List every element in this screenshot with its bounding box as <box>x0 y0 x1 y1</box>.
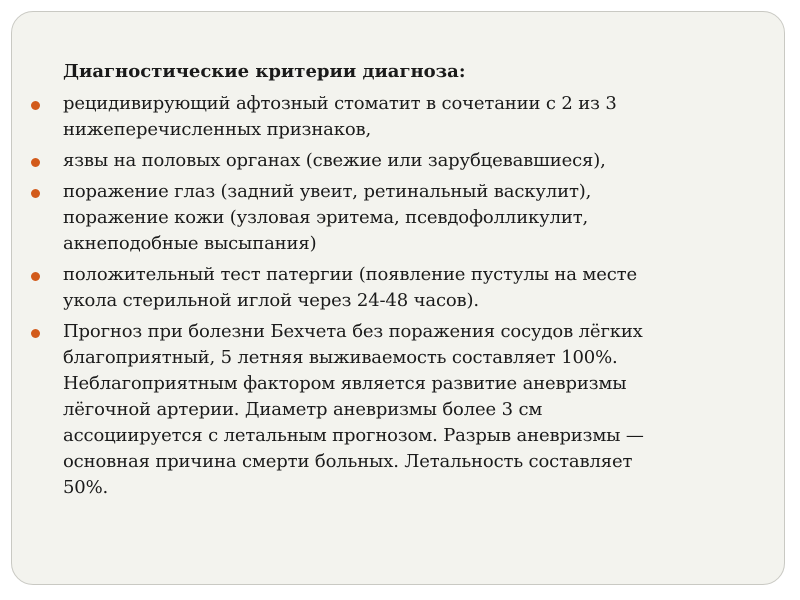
bullet-item-criteria-stomatitis <box>27 91 787 143</box>
bullet-line: поражение кожи (узловая эритема, псевдофолликулит, <box>63 207 589 228</box>
bullet-item-genital-ulcers <box>27 148 787 174</box>
bullet-dot-icon <box>31 329 40 338</box>
bullet-line: рецидивирующий афтозный стоматит в сочетании с 2 из 3 <box>63 93 617 114</box>
bullet-line: язвы на половых органах (свежие или зарубцевавшиеся), <box>63 150 606 171</box>
bullet-list <box>27 91 787 501</box>
bullet-line: лёгочной артерии. Диаметр аневризмы более 3 см <box>63 399 543 420</box>
bullet-item-prognosis <box>27 319 787 501</box>
bullet-line: Неблагоприятным фактором является развитие аневризмы <box>63 373 627 394</box>
bullet-line: Прогноз при болезни Бехчета без поражения сосудов лёгких <box>63 321 643 342</box>
bullet-line: ассоциируется с летальным прогнозом. Разрыв аневризмы — <box>63 425 644 446</box>
bullet-item-pathergy-test <box>27 262 787 314</box>
bullet-dot-icon <box>31 158 40 167</box>
slide-title: Диагностические критерии диагноза: <box>63 61 466 82</box>
bullet-line: 50%. <box>63 477 109 498</box>
bullet-dot-icon <box>31 189 40 198</box>
bullet-line: благоприятный, 5 летняя выживаемость составляет 100%. <box>63 347 618 368</box>
bullet-line: акнеподобные высыпания) <box>63 233 317 254</box>
bullet-line: положительный тест патергии (появление пустулы на месте <box>63 264 637 285</box>
bullet-line: основная причина смерти больных. Летальность составляет <box>63 451 633 472</box>
bullet-item-eye-skin-lesions <box>27 179 787 257</box>
slide-content <box>27 58 787 506</box>
bullet-line: поражение глаз (задний увеит, ретинальный васкулит), <box>63 181 592 202</box>
bullet-line: нижеперечисленных признаков, <box>63 119 372 140</box>
bullet-line: укола стерильной иглой через 24-48 часов). <box>63 290 479 311</box>
bullet-dot-icon <box>31 101 40 110</box>
bullet-dot-icon <box>31 272 40 281</box>
